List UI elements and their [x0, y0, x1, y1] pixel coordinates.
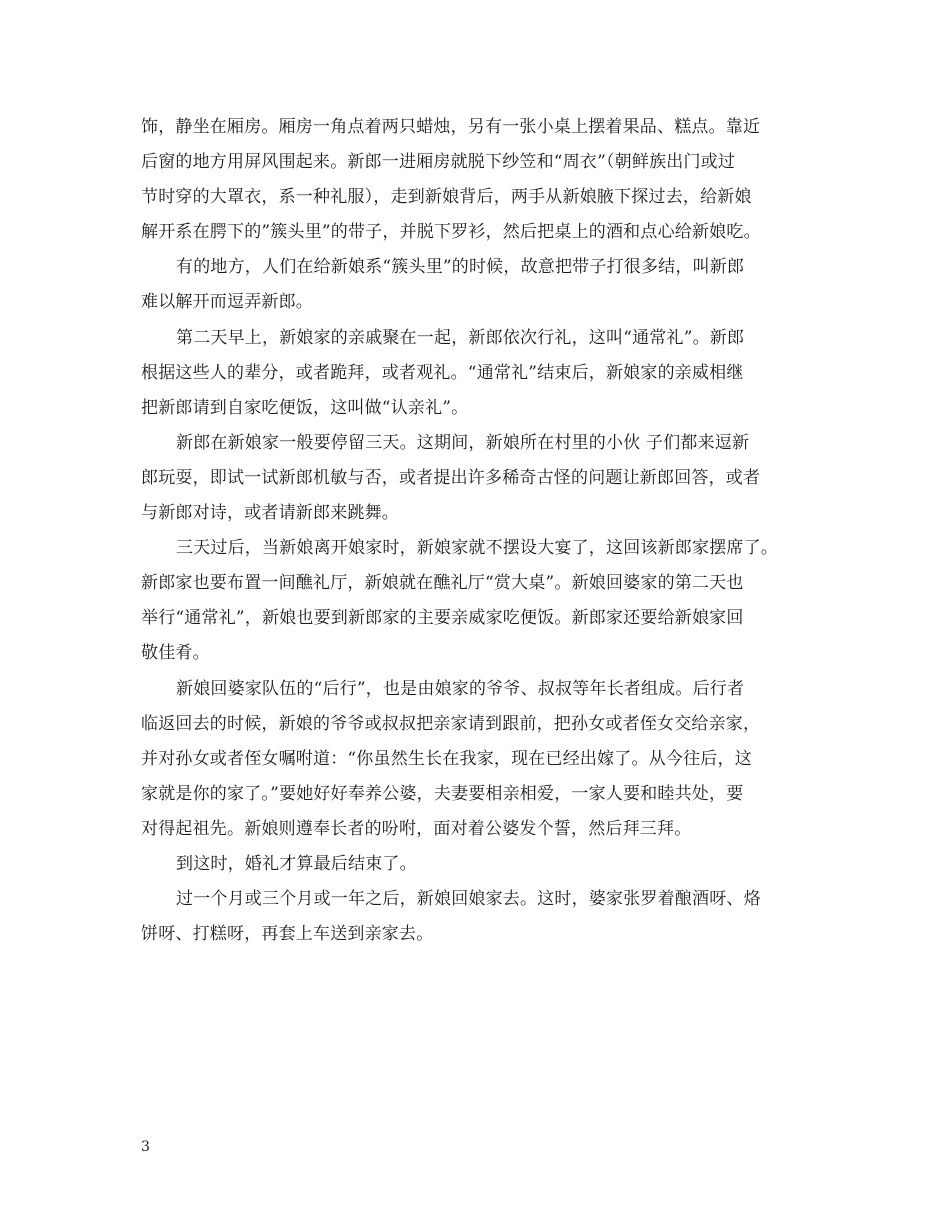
- text-line: 举行“通常礼”，新娘也要到新郎家的主要亲威家吃便饭。新郎家还要给新娘家回: [141, 608, 744, 629]
- text-line: 饰，静坐在厢房。厢房一角点着两只蜡烛，另有一张小桌上摆着果品、糕点。靠近: [141, 117, 761, 137]
- body-text: [141, 110, 821, 952]
- text-line: 新娘回婆家队伍的“后行”，也是由娘家的爷爷、叔叔等年长者组成。后行者: [176, 678, 745, 699]
- text-line: 饼呀、打糕呀，再套上车送到亲家去。: [141, 924, 434, 945]
- text-line: 敬佳肴。: [141, 643, 210, 664]
- text-line: 到这时，婚礼才算最后结束了。: [176, 853, 417, 874]
- text-line: 把新郎请到自家吃便饭，这叫做“认亲礼”。: [141, 397, 469, 418]
- text-line: 对得起祖先。新娘则遵奉长者的吩咐，面对着公婆发个誓，然后拜三拜。: [141, 818, 692, 839]
- text-line: 难以解开而逗弄新郎。: [141, 292, 313, 313]
- text-line: 新郎家也要布置一间醮礼厅，新娘就在醮礼厅“赏大桌”。新娘回婆家的第二天也: [141, 573, 744, 594]
- text-line: 新郎在新娘家一般要停留三天。这期间，新娘所在村里的小伙 子们都来逗新: [176, 432, 750, 453]
- text-line: 第二天早上，新娘家的亲戚聚在一起，新郎依次行礼，这叫“通常礼”。新郎: [176, 327, 745, 348]
- text-line: 临返回去的时候，新娘的爷爷或叔叔把亲家请到跟前，把孙女或者侄女交给亲家，: [141, 713, 761, 734]
- text-line: 有的地方，人们在给新娘系“簇头里”的时候，故意把带子打很多结，叫新郎: [176, 257, 745, 278]
- text-line: 节时穿的大罩衣，系一种礼服），走到新娘背后，两手从新娘腋下探过去，给新娘: [141, 187, 752, 208]
- text-line: 与新郎对诗，或者请新郎来跳舞。: [141, 503, 399, 524]
- text-line: 解开系在腭下的”簇头里”的带子，并脱下罗衫，然后把桌上的酒和点心给新娘吃。: [141, 222, 761, 243]
- text-line: 并对孙女或者侄女嘱咐道：“你虽然生长在我家，现在已经出嫁了。从今往后，这: [141, 748, 752, 769]
- text-line: 家就是你的家了。”要她好好奉养公婆，夫妻要相亲相爱，一家人要和睦共处，要: [141, 783, 744, 804]
- text-line: 根据这些人的辈分，或者跪拜，或者观礼。“通常礼”结束后，新娘家的亲威相继: [141, 362, 744, 383]
- text-line: 后窗的地方用屏风围起来。新郎一进厢房就脱下纱笠和“周衣”（朝鲜族出门或过: [141, 152, 736, 173]
- page-number: 3: [141, 1139, 150, 1155]
- text-line: 过一个月或三个月或一年之后，新娘回娘家去。这时，婆家张罗着酿酒呀、烙: [176, 889, 761, 910]
- text-line: 郎玩耍，即试一试新郎机敏与否，或者提出许多稀奇古怪的问题让新郎回答，或者: [141, 467, 761, 488]
- text-line: 三天过后，当新娘离开娘家时，新娘家就不摆设大宴了，这回该新郎家摆席了。: [176, 538, 778, 559]
